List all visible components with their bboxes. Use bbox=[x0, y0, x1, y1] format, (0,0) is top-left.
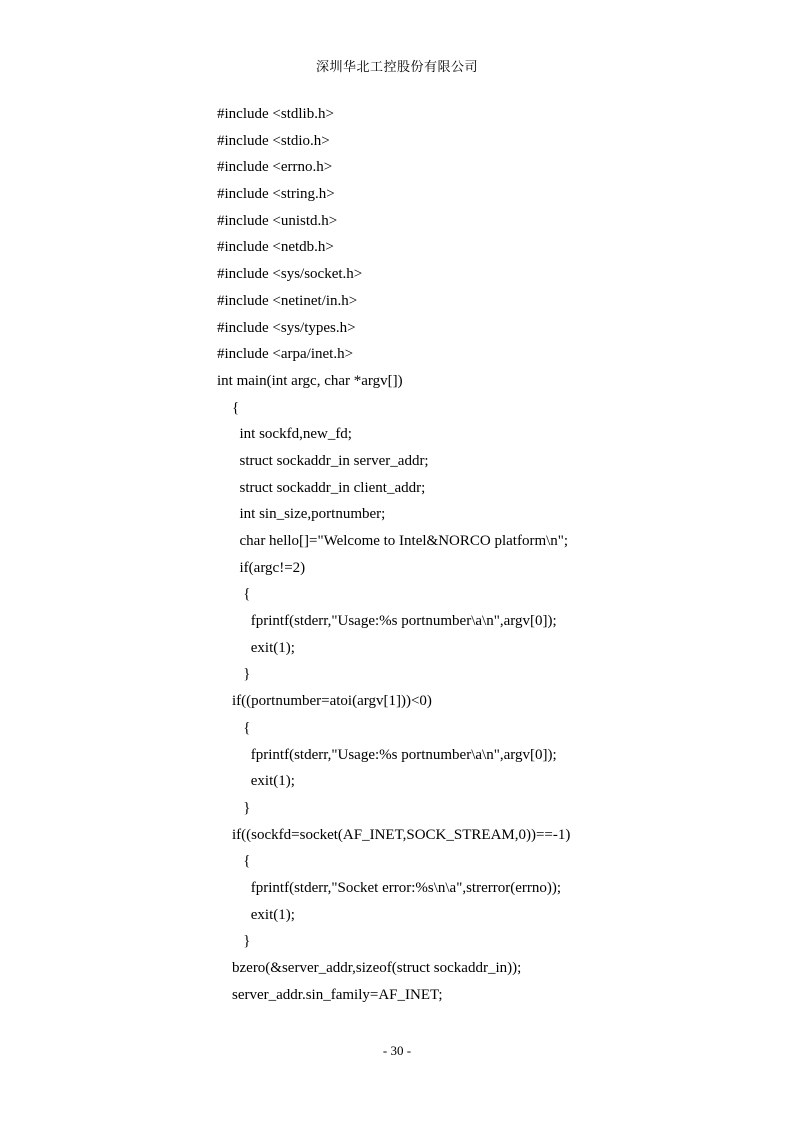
code-line: struct sockaddr_in server_addr; bbox=[217, 452, 429, 469]
code-line: #include <stdlib.h> bbox=[217, 106, 334, 122]
code-line: #include <arpa/inet.h> bbox=[217, 346, 354, 363]
page-header: 深圳华北工控股份有限公司 bbox=[315, 59, 478, 74]
code-line: if(argc!=2) bbox=[217, 559, 306, 576]
code-line: } bbox=[217, 933, 251, 950]
code-line: #include <sys/socket.h> bbox=[217, 266, 363, 283]
code-line: { bbox=[217, 586, 251, 603]
code-line: int sockfd,new_fd; bbox=[217, 426, 352, 443]
code-line: #include <netinet/in.h> bbox=[217, 292, 358, 309]
code-line: char hello[]="Welcome to Intel&NORCO platform\n"; bbox=[217, 533, 569, 549]
code-line: exit(1); bbox=[217, 906, 295, 923]
code-line: if((sockfd=socket(AF_INET,SOCK_STREAM,0))==-1) bbox=[217, 826, 571, 843]
code-line: exit(1); bbox=[217, 773, 295, 790]
code-line: exit(1); bbox=[217, 639, 295, 656]
code-line: #include <errno.h> bbox=[217, 159, 333, 176]
code-line: #include <string.h> bbox=[217, 186, 335, 203]
code-line: server_addr.sin_family=AF_INET; bbox=[217, 986, 443, 1003]
code-block bbox=[217, 103, 737, 1010]
code-line: int main(int argc, char *argv[]) bbox=[217, 372, 403, 389]
code-line: fprintf(stderr,"Usage:%s portnumber\a\n",argv[0]); bbox=[217, 613, 557, 630]
code-line: #include <netdb.h> bbox=[217, 239, 334, 256]
code-line: fprintf(stderr,"Socket error:%s\n\a",strerror(errno)); bbox=[217, 879, 562, 896]
code-line: #include <stdio.h> bbox=[217, 132, 330, 149]
code-line: { bbox=[217, 399, 240, 416]
code-line: bzero(&server_addr,sizeof(struct sockaddr_in)); bbox=[217, 960, 522, 976]
code-line: } bbox=[217, 799, 251, 816]
code-line: { bbox=[217, 853, 251, 870]
code-line: #include <sys/types.h> bbox=[217, 319, 356, 336]
code-line: #include <unistd.h> bbox=[217, 212, 338, 229]
code-line: struct sockaddr_in client_addr; bbox=[217, 479, 426, 496]
code-line: if((portnumber=atoi(argv[1]))<0) bbox=[217, 693, 432, 710]
code-line: { bbox=[217, 719, 251, 736]
page-number: - 30 - bbox=[382, 1043, 412, 1058]
code-line: fprintf(stderr,"Usage:%s portnumber\a\n",argv[0]); bbox=[217, 746, 557, 763]
code-line: int sin_size,portnumber; bbox=[217, 506, 386, 523]
code-line: } bbox=[217, 666, 251, 683]
